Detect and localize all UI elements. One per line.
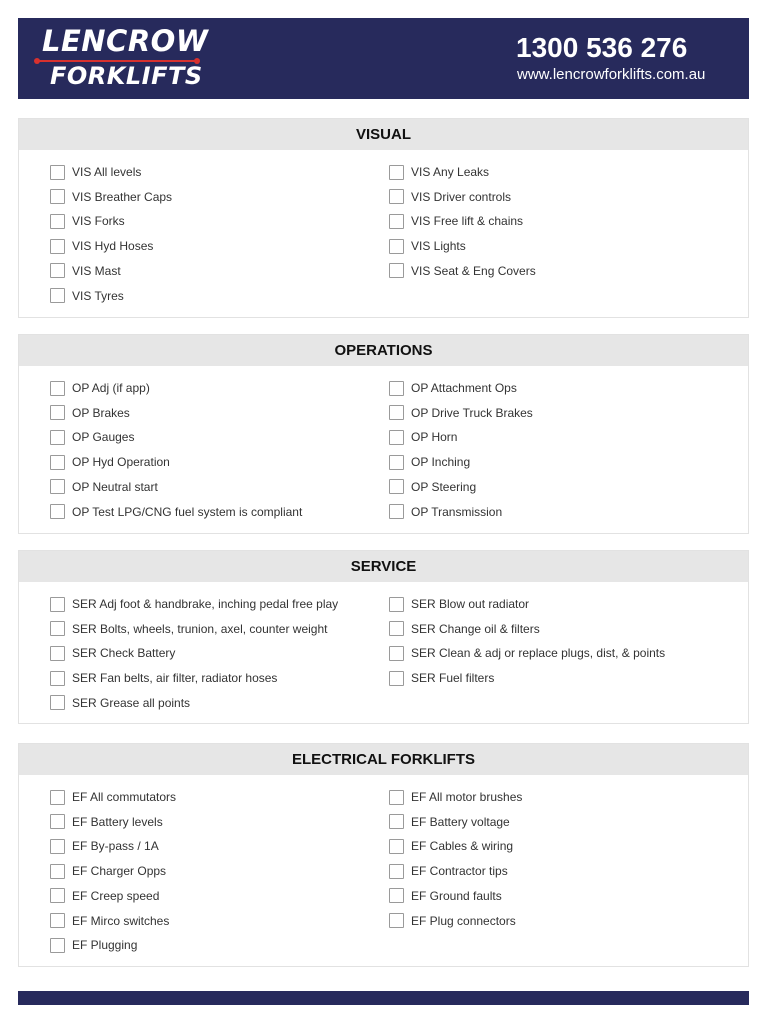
checkbox[interactable] bbox=[389, 621, 404, 636]
checkbox[interactable] bbox=[50, 888, 65, 903]
checkbox[interactable] bbox=[50, 597, 65, 612]
checklist-item-label: SER Bolts, wheels, trunion, axel, counter weight bbox=[72, 621, 328, 636]
checklist-item[interactable] bbox=[50, 477, 158, 497]
checkbox[interactable] bbox=[389, 405, 404, 420]
checkbox[interactable] bbox=[389, 214, 404, 229]
checkbox[interactable] bbox=[50, 671, 65, 686]
checklist-item[interactable] bbox=[389, 378, 517, 398]
checklist-item[interactable] bbox=[50, 812, 163, 832]
checklist-item[interactable] bbox=[389, 619, 540, 639]
checklist-item[interactable] bbox=[50, 162, 141, 182]
checklist-item[interactable] bbox=[389, 861, 508, 881]
checkbox[interactable] bbox=[50, 263, 65, 278]
checkbox[interactable] bbox=[389, 646, 404, 661]
checkbox[interactable] bbox=[389, 239, 404, 254]
checklist-item-label: SER Fuel filters bbox=[411, 671, 495, 686]
checkbox[interactable] bbox=[50, 621, 65, 636]
checklist-item-label: OP Test LPG/CNG fuel system is compliant bbox=[72, 504, 303, 519]
section-operations bbox=[18, 334, 749, 534]
checklist-item-label: OP Hyd Operation bbox=[72, 455, 170, 470]
checklist-item-label: SER Clean & adj or replace plugs, dist, & points bbox=[411, 646, 666, 661]
website-url: www.lencrowforklifts.com.au bbox=[517, 66, 706, 83]
checklist-item[interactable] bbox=[389, 162, 489, 182]
checklist-item-label: SER Fan belts, air filter, radiator hoses bbox=[72, 671, 278, 686]
checklist-item[interactable] bbox=[389, 668, 494, 688]
checklist-item[interactable] bbox=[389, 187, 511, 207]
checklist-item[interactable] bbox=[50, 787, 176, 807]
checkbox[interactable] bbox=[389, 814, 404, 829]
checkbox[interactable] bbox=[389, 381, 404, 396]
checklist-item[interactable] bbox=[389, 477, 476, 497]
checkbox[interactable] bbox=[389, 504, 404, 519]
checkbox[interactable] bbox=[50, 839, 65, 854]
checklist-item-label: EF All motor brushes bbox=[411, 790, 523, 804]
checklist-item-label: EF Battery voltage bbox=[411, 814, 510, 829]
phone-number: 1300 536 276 bbox=[516, 32, 688, 63]
section-title: OPERATIONS bbox=[19, 335, 748, 366]
checklist-item-label: SER Grease all points bbox=[72, 695, 191, 710]
checklist-item[interactable] bbox=[50, 236, 153, 256]
checkbox[interactable] bbox=[389, 597, 404, 612]
checkbox[interactable] bbox=[50, 165, 65, 180]
checkbox[interactable] bbox=[50, 864, 65, 879]
checklist-item-label: SER Check Battery bbox=[72, 646, 176, 661]
section-visual bbox=[18, 118, 749, 318]
checklist-item-label: OP Transmission bbox=[411, 504, 503, 519]
checklist-item-label: OP Inching bbox=[411, 455, 471, 470]
checklist-item-label: VIS Forks bbox=[72, 214, 125, 229]
checklist-item[interactable] bbox=[50, 211, 125, 231]
checkbox[interactable] bbox=[50, 695, 65, 710]
checklist-item[interactable] bbox=[50, 502, 302, 522]
checkbox[interactable] bbox=[50, 239, 65, 254]
checklist-item[interactable] bbox=[50, 643, 175, 663]
checklist-item-label: SER Blow out radiator bbox=[411, 597, 530, 611]
checkbox[interactable] bbox=[389, 479, 404, 494]
checkbox[interactable] bbox=[50, 381, 65, 396]
checkbox[interactable] bbox=[50, 430, 65, 445]
checklist-item[interactable] bbox=[50, 935, 137, 955]
checklist-item-label: OP Gauges bbox=[72, 430, 135, 445]
checklist-item[interactable] bbox=[50, 619, 327, 639]
company-logo bbox=[40, 24, 209, 94]
checklist-item[interactable] bbox=[50, 427, 134, 447]
checklist-item[interactable] bbox=[50, 886, 159, 906]
checklist-item-label: VIS All levels bbox=[72, 165, 142, 179]
checklist-item-label: OP Drive Truck Brakes bbox=[411, 405, 533, 420]
checklist-item-label: EF Plug connectors bbox=[411, 913, 516, 928]
checkbox[interactable] bbox=[389, 430, 404, 445]
checklist-item-label: VIS Free lift & chains bbox=[411, 214, 524, 229]
checklist-item[interactable] bbox=[389, 452, 470, 472]
checklist-item[interactable] bbox=[389, 403, 533, 423]
checklist-item[interactable] bbox=[389, 643, 665, 663]
checkbox[interactable] bbox=[50, 913, 65, 928]
checkbox[interactable] bbox=[50, 479, 65, 494]
checkbox[interactable] bbox=[389, 913, 404, 928]
checklist-item-label: VIS Driver controls bbox=[411, 189, 512, 204]
checklist-item[interactable] bbox=[50, 668, 277, 688]
checklist-item-label: SER Change oil & filters bbox=[411, 621, 540, 636]
checklist-item[interactable] bbox=[50, 861, 166, 881]
checklist-item-label: EF Battery levels bbox=[72, 814, 163, 829]
checkbox[interactable] bbox=[389, 263, 404, 278]
checkbox[interactable] bbox=[50, 504, 65, 519]
checklist-item[interactable] bbox=[389, 211, 523, 231]
checklist-item-label: OP Adj (if app) bbox=[72, 381, 150, 395]
checklist-item-label: EF Creep speed bbox=[72, 888, 160, 903]
checkbox[interactable] bbox=[389, 888, 404, 903]
checklist-item-label: VIS Tyres bbox=[72, 288, 124, 303]
checklist-item-label: EF Ground faults bbox=[411, 888, 502, 903]
checklist-item[interactable] bbox=[389, 427, 457, 447]
checklist-item[interactable] bbox=[389, 236, 466, 256]
checkbox[interactable] bbox=[50, 455, 65, 470]
checkbox[interactable] bbox=[389, 839, 404, 854]
checklist-item-label: SER Adj foot & handbrake, inching pedal free play bbox=[72, 597, 339, 611]
checkbox[interactable] bbox=[50, 938, 65, 953]
checklist-item[interactable] bbox=[389, 836, 513, 856]
checkbox[interactable] bbox=[50, 405, 65, 420]
checklist-item-label: VIS Mast bbox=[72, 263, 121, 278]
checklist-item[interactable] bbox=[389, 502, 502, 522]
checklist-item-label: EF Contractor tips bbox=[411, 864, 508, 879]
checklist-item[interactable] bbox=[50, 693, 190, 713]
checkbox[interactable] bbox=[389, 165, 404, 180]
checklist-item-label: EF Mirco switches bbox=[72, 913, 170, 928]
checkbox[interactable] bbox=[389, 455, 404, 470]
checklist-item-label: OP Brakes bbox=[72, 405, 130, 420]
footer-bar bbox=[18, 991, 749, 1005]
logo-text-lencrow: LENCROW bbox=[42, 24, 209, 58]
header-banner bbox=[18, 18, 749, 99]
checklist-item[interactable] bbox=[389, 911, 516, 931]
checkbox[interactable] bbox=[389, 189, 404, 204]
checkbox[interactable] bbox=[389, 864, 404, 879]
checklist-item-label: OP Neutral start bbox=[72, 479, 158, 494]
checkbox[interactable] bbox=[50, 214, 65, 229]
checklist-item-label: VIS Any Leaks bbox=[411, 165, 490, 179]
section-title: VISUAL bbox=[19, 119, 748, 150]
checkbox[interactable] bbox=[50, 189, 65, 204]
checklist-item[interactable] bbox=[389, 594, 529, 614]
checklist-item-label: VIS Lights bbox=[411, 239, 466, 254]
checklist-item[interactable] bbox=[389, 261, 536, 281]
checkbox[interactable] bbox=[389, 790, 404, 805]
section-title: ELECTRICAL FORKLIFTS bbox=[19, 744, 748, 775]
checkbox[interactable] bbox=[389, 671, 404, 686]
checklist-item-label: EF By-pass / 1A bbox=[72, 839, 159, 854]
checklist-item[interactable] bbox=[50, 378, 150, 398]
checklist-item-label: EF All commutators bbox=[72, 790, 177, 804]
checklist-item[interactable] bbox=[50, 286, 124, 306]
checklist-item[interactable] bbox=[50, 403, 130, 423]
checklist-item[interactable] bbox=[50, 187, 172, 207]
logo-dot-left bbox=[34, 58, 40, 64]
checklist-item[interactable] bbox=[50, 911, 169, 931]
checklist-item-label: EF Charger Opps bbox=[72, 864, 167, 879]
section-title: SERVICE bbox=[19, 551, 748, 582]
checklist-item-label: EF Cables & wiring bbox=[411, 839, 514, 854]
checklist-item-label: EF Plugging bbox=[72, 938, 138, 953]
checklist-item-label: OP Steering bbox=[411, 479, 477, 494]
section-electrical-forklifts bbox=[18, 743, 749, 967]
logo-text-forklifts: FORKLIFTS bbox=[50, 62, 203, 90]
checklist-item-label: OP Horn bbox=[411, 430, 458, 445]
checklist-item[interactable] bbox=[50, 594, 338, 614]
section-service bbox=[18, 550, 749, 724]
checklist-item-label: VIS Breather Caps bbox=[72, 189, 173, 204]
checklist-item-label: OP Attachment Ops bbox=[411, 381, 517, 395]
checklist-item-label: VIS Seat & Eng Covers bbox=[411, 263, 536, 278]
checklist-item[interactable] bbox=[389, 787, 522, 807]
checkbox[interactable] bbox=[50, 814, 65, 829]
checklist-item[interactable] bbox=[50, 452, 170, 472]
checkbox[interactable] bbox=[50, 790, 65, 805]
checkbox[interactable] bbox=[50, 288, 65, 303]
checklist-item[interactable] bbox=[389, 812, 510, 832]
checkbox[interactable] bbox=[50, 646, 65, 661]
checklist-item[interactable] bbox=[50, 836, 159, 856]
checklist-item-label: VIS Hyd Hoses bbox=[72, 239, 154, 254]
checklist-item[interactable] bbox=[389, 886, 502, 906]
checklist-item[interactable] bbox=[50, 261, 121, 281]
